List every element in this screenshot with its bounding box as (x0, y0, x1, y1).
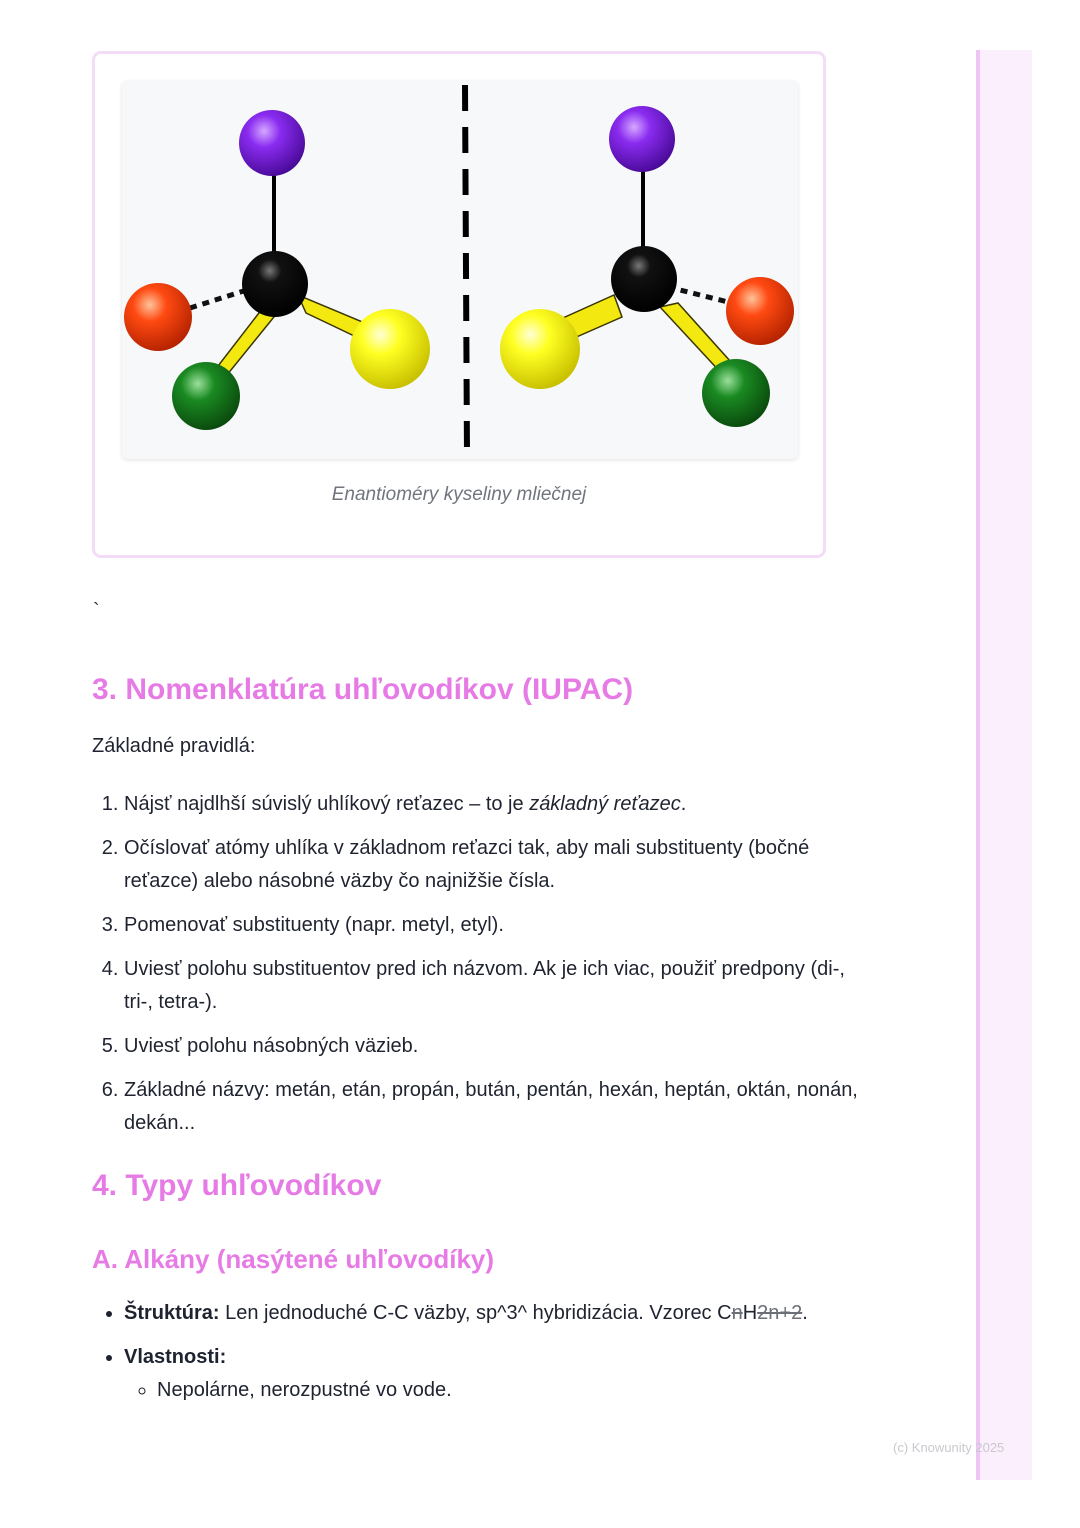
rule-text-end: . (680, 793, 687, 815)
right-molecule (500, 106, 794, 427)
section-3-heading: 3. Nomenklatúra uhľovodíkov (IUPAC) (92, 673, 634, 706)
section-4-heading: 4. Typy uhľovodíkov (92, 1169, 382, 1202)
rule-text: Nájsť najdlhší súvislý uhlíkový reťazec – to je (124, 793, 530, 815)
properties-label: Vlastnosti: (124, 1346, 227, 1368)
list-item (124, 1297, 864, 1330)
rule-emphasis: základný reťazec (529, 793, 681, 815)
rule-text: Základné názvy: metán, etán, propán, bután, pentán, hexán, heptán, oktán, nonán, dekán... (124, 1079, 858, 1134)
list-item: ◦ Nepolárne, nerozpustné vo vode. (157, 1374, 864, 1407)
properties-sublist (124, 1374, 864, 1407)
rule-text: Uviesť polohu substituentov pred ich názvom. Ak je ich viac, použiť predpony (di-, tri-, tetra-). (124, 958, 845, 1013)
formula-subscript: n (731, 1302, 743, 1324)
rule-text: Očíslovať atómy uhlíka v základnom reťazci tak, aby mali substituenty (bočné reťazce) alebo násobné väzby čo najnižšie čísla. (124, 837, 810, 892)
list-item (124, 788, 864, 821)
rule-text: Uviesť polohu násobných väzieb. (124, 1035, 419, 1057)
figure-card (92, 51, 826, 558)
stray-character: ` (93, 600, 100, 622)
structure-text: Len jednoduché C-C väzby, sp^3^ hybridizácia. Vzorec (219, 1302, 718, 1324)
sidebar-strip (976, 50, 1032, 1480)
formula-end: . (802, 1302, 808, 1324)
list-item (124, 832, 864, 898)
alkane-properties-list (92, 1297, 864, 1418)
nomenclature-rules-list (92, 788, 864, 1151)
mirror-plane-line (465, 85, 467, 457)
formula-part: H (742, 1302, 758, 1324)
copyright-footer: (c) Knowunity 2025 (893, 1440, 1005, 1455)
rule-text: Pomenovať substituenty (napr. metyl, etyl). (124, 914, 504, 936)
list-item (124, 1341, 864, 1407)
formula-subscript: 2n+2 (757, 1302, 803, 1324)
figure-caption: Enantioméry kyseliny mliečnej (331, 484, 587, 505)
structure-label: Štruktúra: (124, 1302, 220, 1324)
formula-part: C (717, 1302, 732, 1324)
subsection-a-heading: A. Alkány (nasýtené uhľovodíky) (92, 1244, 495, 1274)
enantiomer-image (122, 81, 798, 459)
molecule-illustration (122, 81, 798, 459)
list-item (124, 909, 864, 942)
list-item (124, 953, 864, 1019)
left-molecule (124, 110, 430, 430)
list-item (124, 1074, 864, 1140)
rules-intro: Základné pravidlá: (92, 735, 256, 757)
list-item (124, 1030, 864, 1063)
